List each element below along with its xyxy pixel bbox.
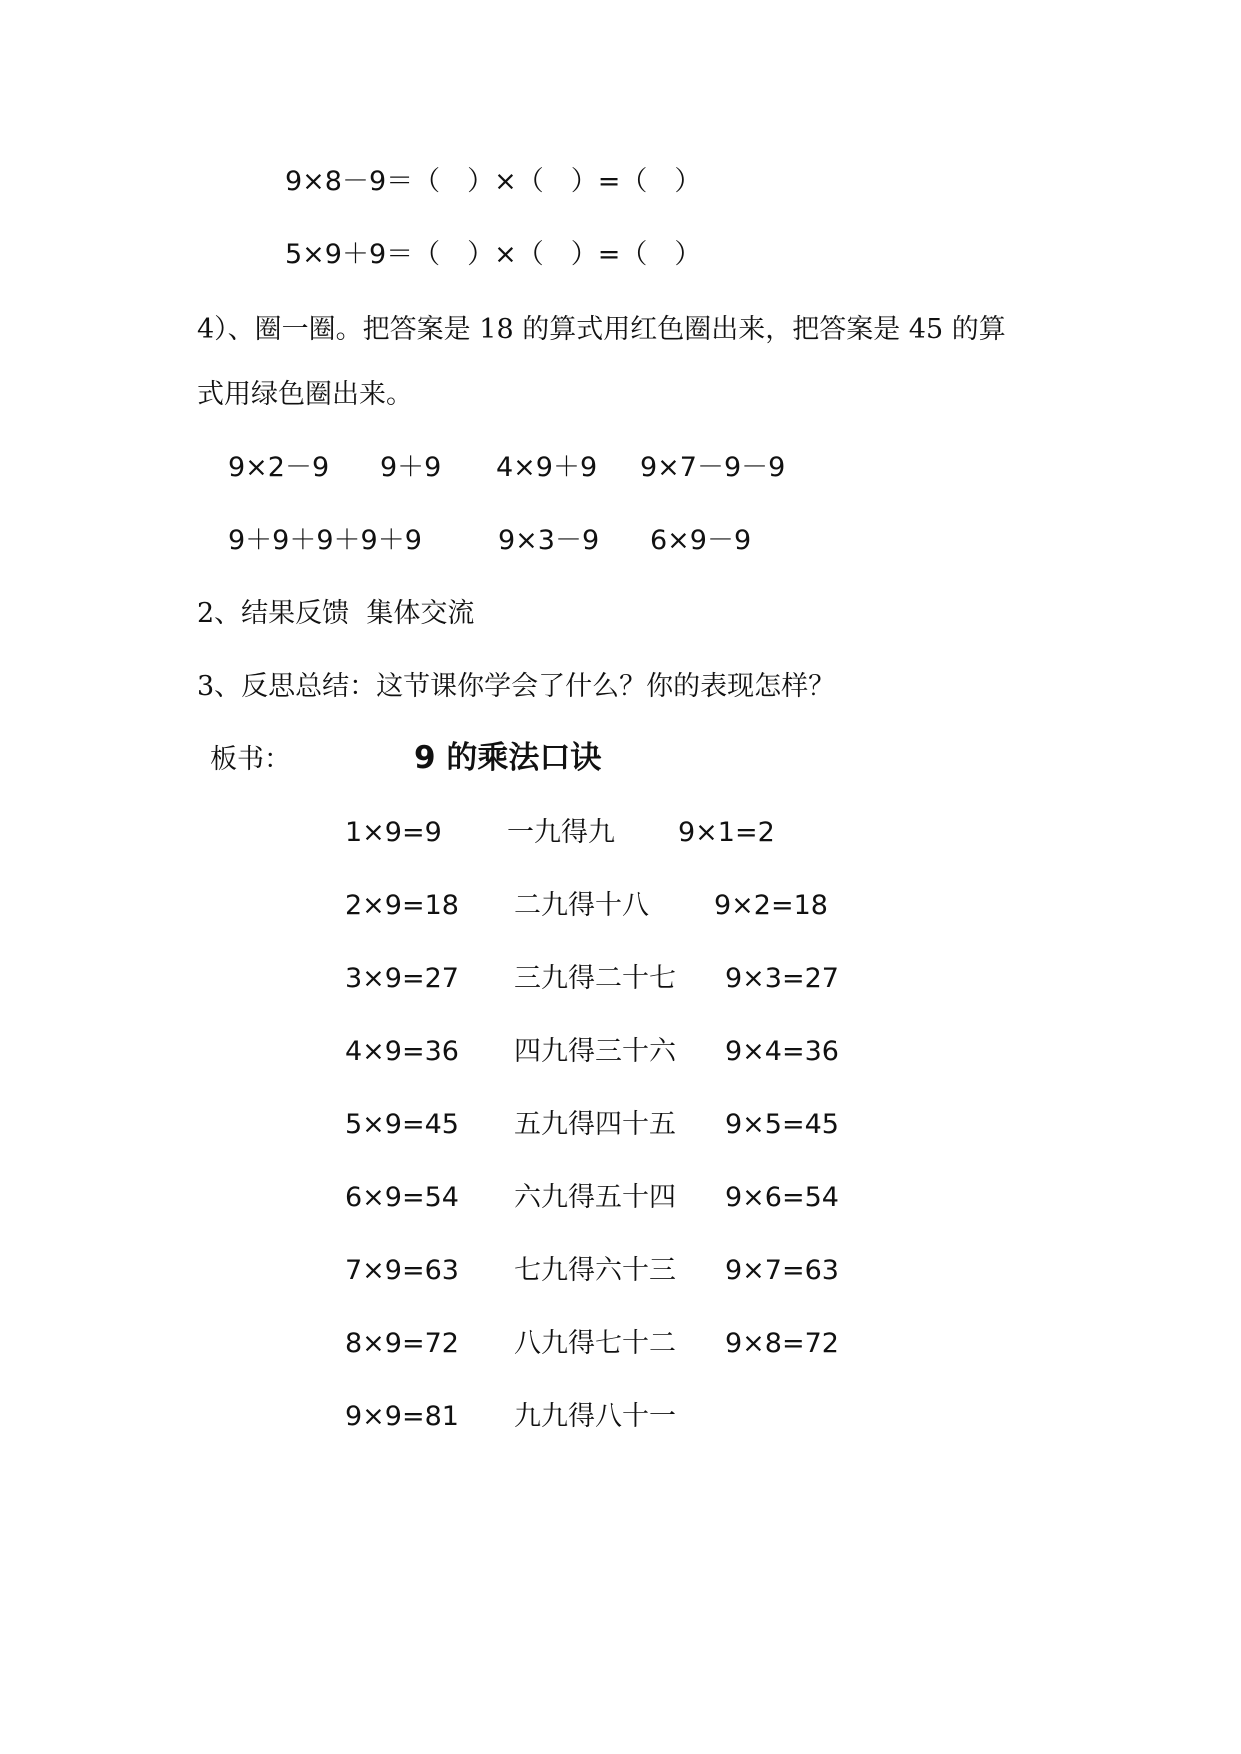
board-reverse-equation: 9×5=45 <box>725 1109 839 1140</box>
step2-text: 2、结果反馈 集体交流 <box>197 598 475 629</box>
board-equation: 8×9=72 <box>345 1328 459 1359</box>
board-rhyme: 九九得八十一 <box>514 1401 676 1432</box>
board-reverse-equation: 9×7=63 <box>725 1255 839 1286</box>
board-rhyme: 七九得六十三 <box>514 1255 676 1286</box>
board-rhyme: 六九得五十四 <box>514 1182 676 1213</box>
board-reverse-equation: 9×1=2 <box>678 817 775 848</box>
board-equation: 7×9=63 <box>345 1255 459 1286</box>
board-equation: 4×9=36 <box>345 1036 459 1067</box>
equation-line: 5×9＋9＝（ ）×（ ）=（ ） <box>285 239 702 270</box>
board-label: 板书： <box>210 744 291 775</box>
board-reverse-equation: 9×8=72 <box>725 1328 839 1359</box>
expression-item: 4×9＋9 <box>496 452 598 483</box>
board-equation: 2×9=18 <box>345 890 459 921</box>
board-reverse-equation: 9×3=27 <box>725 963 839 994</box>
board-equation: 5×9=45 <box>345 1109 459 1140</box>
board-reverse-equation: 9×6=54 <box>725 1182 839 1213</box>
board-equation: 1×9=9 <box>345 817 442 848</box>
board-equation: 3×9=27 <box>345 963 459 994</box>
expression-item: 9×7－9－9 <box>640 452 786 483</box>
board-equation: 6×9=54 <box>345 1182 459 1213</box>
board-rhyme: 四九得三十六 <box>514 1036 676 1067</box>
equation-line: 9×8－9＝（ ）×（ ）=（ ） <box>285 166 702 197</box>
expression-item: 9×2－9 <box>228 452 330 483</box>
board-equation: 9×9=81 <box>345 1401 459 1432</box>
expression-item: 9＋9 <box>380 452 442 483</box>
task4-instruction-line1: 4）、圈一圈。把答案是 18 的算式用红色圈出来，把答案是 45 的算 <box>197 314 1006 345</box>
board-reverse-equation: 9×4=36 <box>725 1036 839 1067</box>
board-rhyme: 二九得十八 <box>514 890 649 921</box>
step3-text: 3、反思总结：这节课你学会了什么？你的表现怎样？ <box>197 671 836 702</box>
expression-item: 9×3－9 <box>498 525 600 556</box>
task4-instruction-line2: 式用绿色圈出来。 <box>197 379 413 410</box>
expression-item: 9＋9＋9＋9＋9 <box>228 525 422 556</box>
board-rhyme: 一九得九 <box>507 817 615 848</box>
board-rhyme: 八九得七十二 <box>514 1328 676 1359</box>
board-reverse-equation: 9×2=18 <box>714 890 828 921</box>
board-title: 9 的乘法口诀 <box>414 740 602 776</box>
board-rhyme: 三九得二十七 <box>514 963 676 994</box>
expression-item: 6×9－9 <box>650 525 752 556</box>
board-rhyme: 五九得四十五 <box>514 1109 676 1140</box>
